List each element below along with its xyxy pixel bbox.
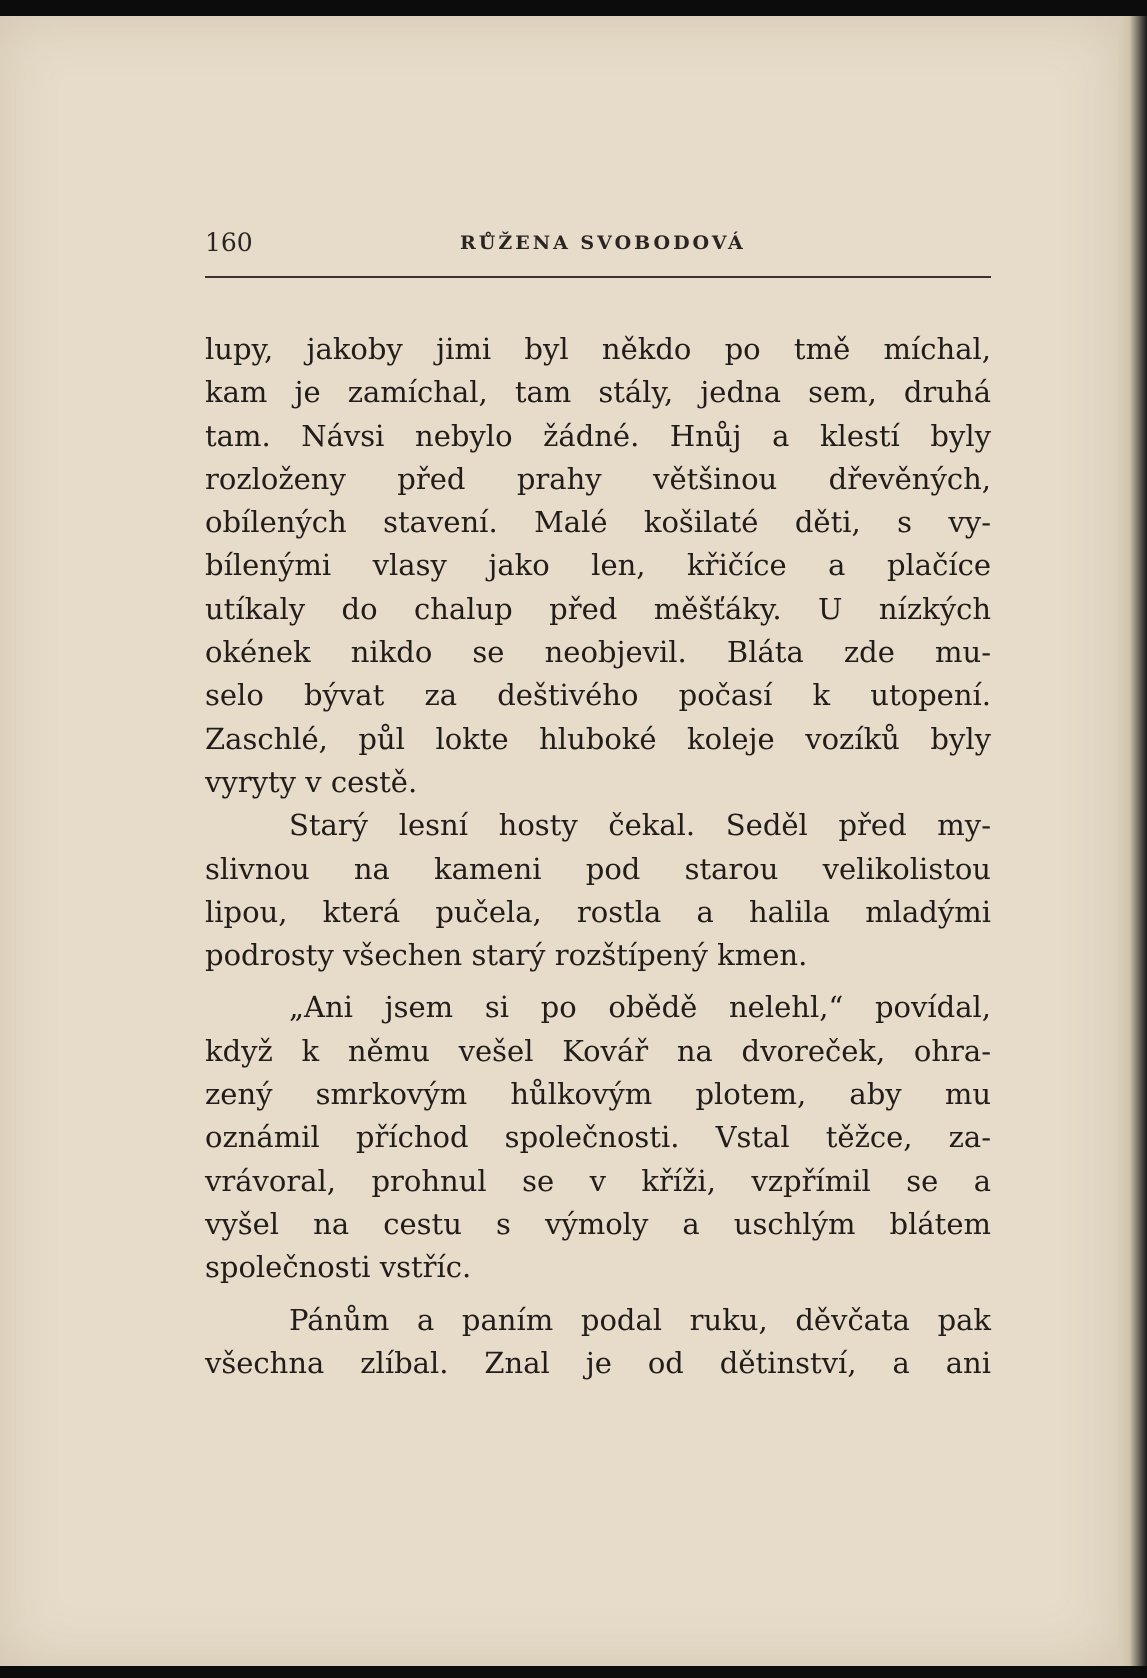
- running-head: RŮŽENA SVOBODOVÁ: [460, 232, 746, 254]
- page-header: [205, 228, 991, 264]
- text-line: když k němu vešel Kovář na dvoreček, ohra-: [205, 1033, 991, 1068]
- text-line: všechna zlíbal. Znal je od dětinství, a ani: [205, 1345, 991, 1380]
- text-line: „Ani jsem si po obědě nelehl,“ povídal,: [289, 990, 991, 1025]
- text-line: Starý lesní hosty čekal. Seděl před my-: [289, 808, 991, 843]
- text-line: rozloženy před prahy většinou dřevěných,: [205, 461, 991, 496]
- text-line: lipou, která pučela, rostla a halila mladými: [205, 894, 991, 929]
- text-line: kam je zamíchal, tam stály, jedna sem, druhá: [205, 375, 991, 410]
- header-rule: [205, 276, 991, 278]
- text-line: oznámil příchod společnosti. Vstal těžce, za-: [205, 1120, 991, 1155]
- text-line: utíkaly do chalup před měšťáky. U nízkých: [205, 591, 991, 626]
- book-binding-edge: [1118, 16, 1147, 1666]
- text-line: Zaschlé, půl lokte hluboké koleje vozíků byly: [205, 721, 991, 756]
- body-text: [205, 328, 991, 1385]
- text-line: společnosti vstříc.: [205, 1250, 472, 1285]
- text-line: lupy, jakoby jimi byl někdo po tmě míchal,: [205, 332, 991, 366]
- paragraph-gap: [205, 977, 991, 986]
- text-line: vyryty v cestě.: [205, 764, 418, 799]
- text-line: bílenými vlasy jako len, křičíce a plačíce: [205, 548, 991, 583]
- text-line: Pánům a paním podal ruku, děvčata pak: [289, 1302, 991, 1337]
- text-line: selo bývat za deštivého počasí k utopení.: [205, 678, 991, 713]
- text-line: obílených stavení. Malé košilaté děti, s vy-: [205, 505, 991, 540]
- page-number: 160: [205, 228, 253, 257]
- paragraph-gap: [205, 1290, 991, 1299]
- text-line: vyšel na cestu s výmoly a uschlým blátem: [205, 1206, 991, 1241]
- text-line: podrosty všechen starý rozštípený kmen.: [205, 938, 808, 973]
- text-line: vrávoral, prohnul se v kříži, vzpřímil se a: [205, 1163, 991, 1198]
- text-line: okének nikdo se neobjevil. Bláta zde mu-: [205, 635, 991, 670]
- text-line: slivnou na kameni pod starou velikolistou: [205, 851, 991, 886]
- text-line: tam. Návsi nebylo žádné. Hnůj a klestí byly: [205, 418, 991, 453]
- text-line: zený smrkovým hůlkovým plotem, aby mu: [205, 1077, 991, 1112]
